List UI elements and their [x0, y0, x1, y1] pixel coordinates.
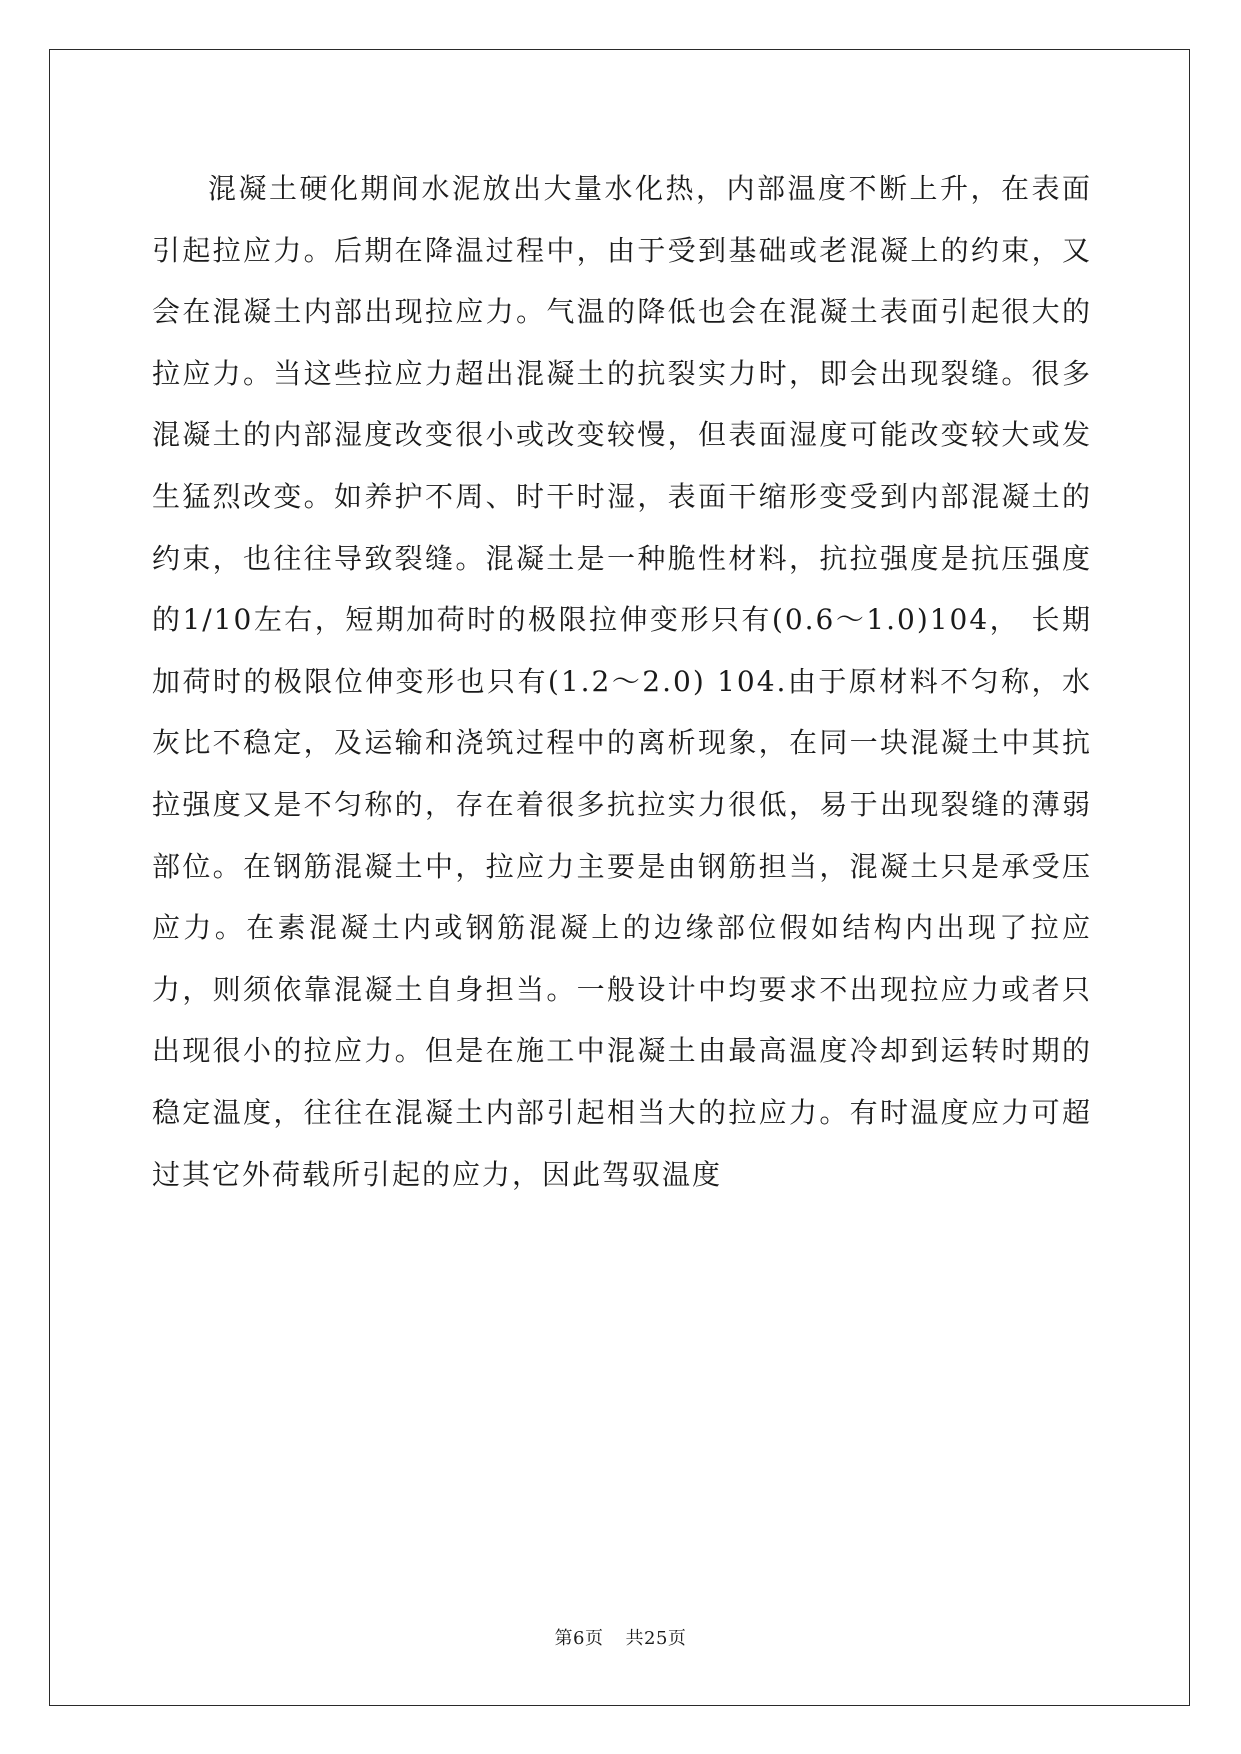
page-footer — [0, 1624, 1241, 1650]
body-paragraph: 混凝土硬化期间水泥放出大量水化热，内部温度不断上升，在表面引起拉应力。后期在降温过程中，由于受到基础或老混凝上的约束，又会在混凝土内部出现拉应力。气温的降低也会在混凝土表面引起很大的拉应力。当这些拉应力超出混凝土的抗裂实力时，即会出现裂缝。很多混凝土的内部湿度改变很小或改变较慢，但表面湿度可能改变较大或发生猛烈改变。如养护不周、时干时湿，表面干缩形变受到内部混凝土的约束，也往往导致裂缝。混凝土是一种脆性材料，抗拉强度是抗压强度的1/10左右，短期加荷时的极限拉伸变形只有(0.6～1.0)104， 长期加荷时的极限位伸变形也只有(1.2～2.0) 104.由于原材料不匀称，水灰比不稳定，及运输和浇筑过程中的离析现象，在同一块混凝土中其抗拉强度又是不匀称的，存在着很多抗拉实力很低，易于出现裂缝的薄弱部位。在钢筋混凝土中，拉应力主要是由钢筋担当，混凝土只是承受压应力。在素混凝土内或钢筋混凝上的边缘部位假如结构内出现了拉应力，则须依靠混凝土自身担当。一般设计中均要求不出现拉应力或者只出现很小的拉应力。但是在施工中混凝土由最高温度冷却到运转时期的稳定温度，往往在混凝土内部引起相当大的拉应力。有时温度应力可超过其它外荷载所引起的应力，因此驾驭温度 — [152, 172, 1092, 1191]
current-page-label: 第6页 — [554, 1628, 604, 1649]
total-pages-label: 共25页 — [625, 1628, 687, 1649]
